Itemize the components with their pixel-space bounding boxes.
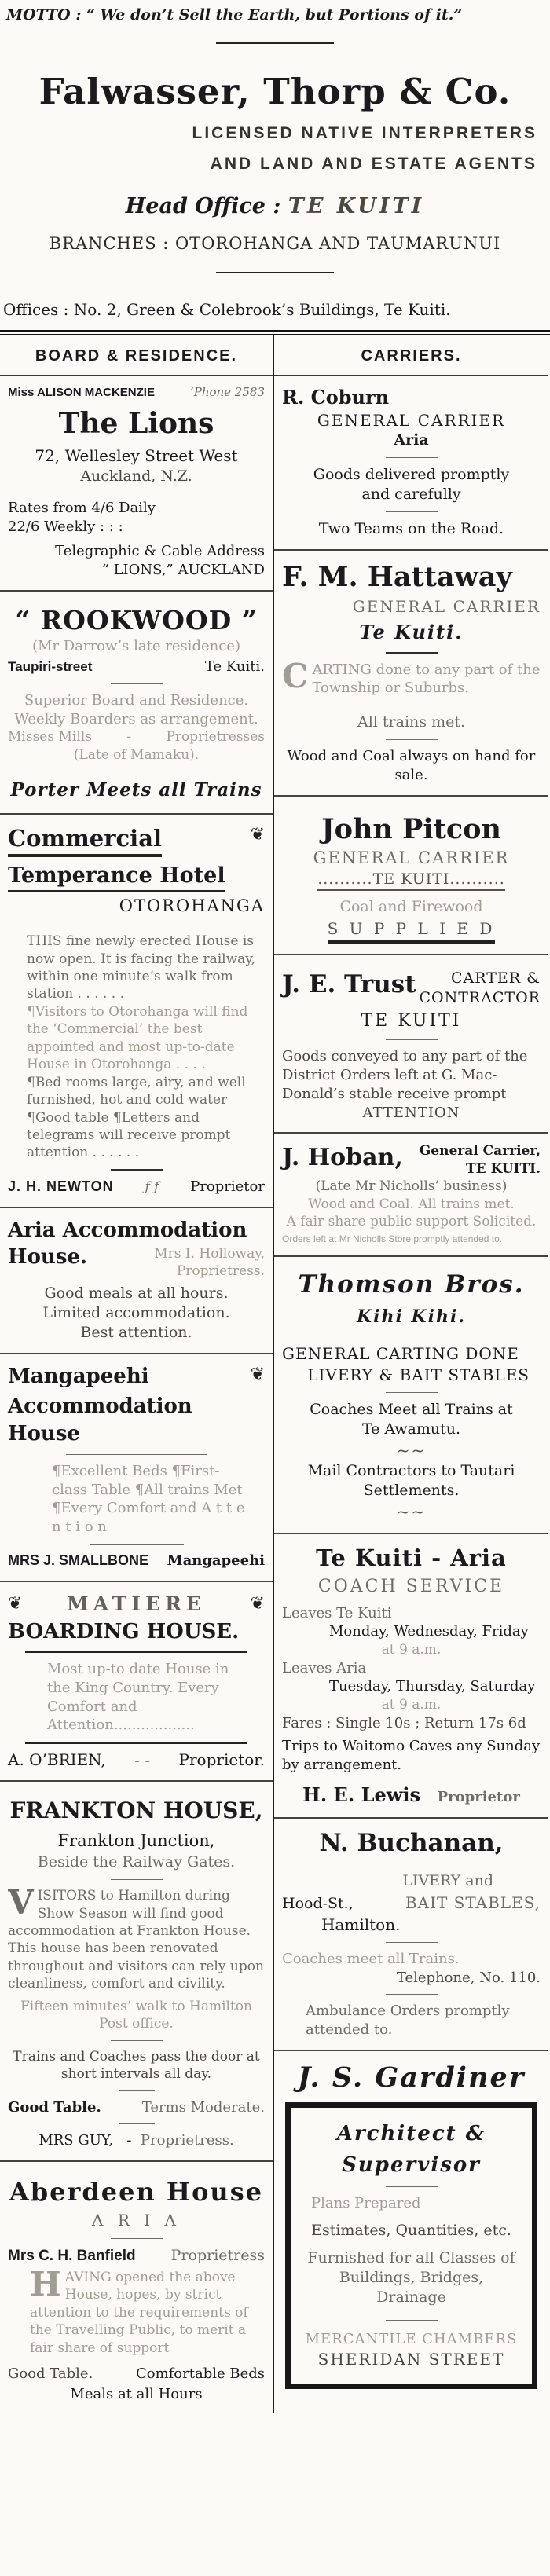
street: Hood-St., (282, 1895, 354, 1913)
proprietor-title: Proprietress. (176, 1263, 265, 1280)
head-office-value: TE KUITI (288, 194, 425, 218)
proprietor-name: A. O’BRIEN, (8, 1750, 106, 1770)
schedule-days: Monday, Wednesday, Friday (329, 1623, 529, 1640)
column-header-carriers: CARRIERS. (274, 335, 548, 376)
offices-address: Offices : No. 2, Green & Colebrook’s Buildings, Te Kuiti. (3, 300, 451, 319)
divider (386, 2320, 438, 2321)
body-line: Coaches meet all Trains. (282, 1950, 460, 1967)
divider (111, 683, 163, 684)
body-line: Good meals at all hours. (44, 1284, 229, 1302)
town: Hamilton. (321, 1915, 401, 1934)
proprietor-title: Proprietor (437, 1788, 520, 1805)
town: Te Kuiti. (204, 658, 265, 676)
proprietor-name: Misses Mills (8, 729, 92, 746)
proprietor-name: J. H. NEWTON (8, 1178, 114, 1194)
proprietor-title: Proprietor (190, 1178, 265, 1195)
divider (386, 2186, 438, 2187)
street: Taupiri-street (8, 659, 93, 675)
proprietor-name: Miss ALISON MACKENZIE (8, 386, 155, 399)
ad-title-line1: Mangapeehi (8, 1365, 149, 1389)
cable-address: Telegraphic & Cable Address (55, 543, 265, 560)
floral-ornament-icon: ❦ (250, 1593, 265, 1614)
role: GENERAL CARRIER (313, 848, 510, 867)
ad-matiere-boarding-house (0, 1582, 273, 1783)
body-line: (Late of Mamaku). (73, 746, 200, 763)
proprietor-title: Proprietresses (166, 729, 265, 746)
tagline-line1: LICENSED NATIVE INTERPRETERS (192, 124, 537, 142)
ad-columns (0, 335, 550, 2413)
subtitle: Beside the Railway Gates. (37, 1853, 236, 1871)
feature-line: Meals at all Hours (70, 2385, 203, 2402)
divider (386, 1039, 438, 1040)
ad-r-coburn (274, 376, 548, 551)
body-line: Wood and Coal. All trains met. (308, 1196, 515, 1212)
address-line: SHERIDAN STREET (317, 2349, 505, 2369)
divider (386, 511, 438, 512)
phone-number: ’Phone 2583 (189, 385, 265, 399)
schedule-label: Leaves Aria (282, 1659, 367, 1676)
service-line: Estimates, Quantities, etc. (311, 2221, 512, 2239)
proprietor-place: Mangapeehi (167, 1552, 265, 1569)
body-line: Goods delivered promptly and carefully (313, 466, 510, 504)
role: GENERAL CARRIER (317, 410, 506, 430)
divider (111, 1169, 163, 1171)
role: General Carrier, (419, 1143, 541, 1160)
ad-title: The Lions (58, 406, 214, 440)
body-line: Orders left at Mr Nicholls Store promptly attended to. (282, 1233, 503, 1244)
separator: - (126, 729, 132, 746)
ad-title: Te Kuiti - Aria (316, 1545, 507, 1572)
proprietor-name: H. E. Lewis (302, 1783, 420, 1806)
ad-title: Thomson Bros. (298, 1270, 525, 1299)
body-line: Ambulance Orders promptly attended to. (306, 2003, 510, 2039)
ad-title-line2: Accommodation House (8, 1394, 192, 1446)
service-line: Furnished for all Classes of Buildings, Bridges, Drainage (307, 2248, 515, 2306)
body-line: Coaches Meet all Trains at Te Awamutu. (310, 1401, 513, 1438)
role: GENERAL CARRIER (352, 596, 541, 616)
body-line: Limited accommodation. (42, 1303, 230, 1321)
body-line: S U P P L I E D (328, 918, 496, 944)
divider (90, 1544, 184, 1545)
phone-number: Telephone, No. 110. (396, 1969, 541, 1986)
ad-title: FRANKTON HOUSE, (9, 1797, 263, 1824)
address-line: Auckland, N.Z. (80, 467, 192, 485)
ad-title: J. S. Gardiner (297, 2061, 526, 2094)
floral-ornament-icon: ❦ (8, 1593, 23, 1614)
ad-title: N. Buchanan, (319, 1829, 504, 1858)
fares-line: Fares : Single 10s ; Return 17s 6d (282, 1714, 526, 1731)
cable-address: “ LIONS,” AUCKLAND (101, 562, 265, 579)
floral-ornament-icon: ❦ (250, 824, 265, 845)
dropcap: H (30, 2265, 61, 2303)
role-line1: CARTER & (450, 969, 541, 988)
ad-title-line2: Temperance Hotel (8, 862, 226, 893)
divider (386, 457, 438, 458)
ad-j-hoban (274, 1134, 548, 1257)
body-paragraph: THIS fine newly erected House is now open. It is facing the railway, within one minute’s walk from station . . . . . . (27, 933, 256, 1002)
place: TE KUITI. (466, 1160, 541, 1177)
place: A R I A (92, 2211, 181, 2230)
proprietor-title: Proprietor. (178, 1750, 265, 1770)
divider (216, 272, 334, 273)
branches: BRANCHES : OTOROHANGA AND TAUMARUNUI (49, 234, 501, 253)
motto: MOTTO : “ We don’t Sell the Earth, but Portions of it.” (6, 6, 463, 24)
proprietor-name: MRS J. SMALLBONE (8, 1552, 149, 1568)
role-line2: BAIT STABLES, (405, 1893, 541, 1913)
divider (111, 2238, 163, 2239)
divider (25, 1742, 248, 1744)
squiggle-divider: ~~ (396, 1502, 427, 1522)
body-paragraph: ARTING done to any part of the Township or Suburbs. (312, 661, 541, 697)
floral-ornament-icon: ❦ (250, 1365, 265, 1385)
column-header-board: BOARD & RESIDENCE. (0, 335, 273, 376)
proprietor-title: Proprietress (170, 2246, 265, 2264)
place: ..........TE KUITI.......... (317, 870, 505, 891)
body-line: Mail Contractors to Tautari Settlements. (307, 1462, 515, 1500)
address-line: 72, Wellesley Street West (35, 446, 238, 466)
ad-aria-accommodation-house (0, 1208, 273, 1354)
separator: - - (134, 1750, 151, 1770)
ad-title: F. M. Hattaway (282, 561, 512, 594)
body-line: All trains met. (358, 713, 465, 731)
ad-frankton-house (0, 1782, 273, 2162)
body-paragraph: Trains and Coaches pass the door at short intervals all day. (13, 2048, 260, 2083)
divider (119, 2123, 155, 2124)
divider (111, 2040, 163, 2041)
role-line1: LIVERY and (402, 1872, 493, 1890)
ad-f-m-hattaway (274, 551, 548, 796)
rates-line: Rates from 4/6 Daily (8, 499, 156, 516)
company-name: Falwasser, Thorp & Co. (38, 71, 512, 112)
body-paragraph: ¶Excellent Beds ¶First-class Table ¶All trains Met ¶Every Comfort and A t t e n t i o n (52, 1462, 245, 1536)
role: COACH SERVICE (317, 1576, 505, 1596)
body-paragraph: ISITORS to Hamilton during Show Season will find good accommodation at Frankton House. This house has been renovated throughout and visitors can rely upon cleanliness, comfort and civility. (8, 1888, 264, 1992)
ad-title-line1: MATIERE (67, 1592, 206, 1615)
ad-thomson-bros (274, 1257, 548, 1534)
ad-the-lions (0, 376, 273, 592)
column-board-residence (0, 335, 274, 2413)
ad-rookwood (0, 592, 273, 815)
role-line1: Architect & (336, 2122, 486, 2146)
proprietor-name: Mrs I. Holloway, (154, 1245, 265, 1262)
town: OTOROHANGA (119, 896, 265, 916)
ad-title-line2: BOARDING HOUSE. (8, 1619, 240, 1643)
ad-title: Aberdeen House (9, 2177, 264, 2208)
divider (111, 1879, 163, 1880)
body-line: Superior Board and Residence. (24, 691, 249, 709)
ad-te-kuiti-aria-coach-service (274, 1534, 548, 1819)
schedule-label: Leaves Te Kuiti (282, 1604, 392, 1621)
dropcap: V (8, 1887, 34, 1922)
divider (386, 739, 438, 740)
porter-line: Porter Meets all Trains (10, 779, 262, 801)
divider (386, 652, 438, 654)
ad-border-box (285, 2102, 537, 2389)
tagline-line2: AND LAND AND ESTATE AGENTS (210, 155, 537, 173)
ad-n-buchanan (274, 1819, 548, 2050)
body-line: Wood and Coal always on hand for sale. (287, 748, 536, 783)
schedule-days: Tuesday, Thursday, Saturday (329, 1678, 536, 1695)
divider (0, 330, 550, 335)
place: Aria (394, 431, 429, 449)
squiggle-divider: ~~ (396, 1441, 427, 1460)
head-office-label: Head Office : (125, 194, 281, 218)
ad-title-line2: House. (8, 1244, 88, 1269)
ad-j-e-trust (274, 955, 548, 1134)
ad-title-line1: Aria Accommodation (8, 1218, 248, 1242)
body-line: Coal and Firewood (339, 897, 483, 915)
feature-line: Good Table. (8, 2365, 94, 2382)
ad-title-line1: Commercial (8, 823, 162, 857)
ad-john-pitcon (274, 797, 548, 955)
feature-line: Comfortable Beds (135, 2365, 265, 2382)
divider (386, 1942, 438, 1943)
column-carriers (274, 335, 548, 2413)
body-paragraph: ¶Bed rooms large, airy, and well furnished, hot and cold water ¶Good table ¶Letters and telegrams will receive prompt attention . . . . . . (27, 1074, 246, 1161)
divider (119, 2090, 155, 2091)
ad-title: J. E. Trust (282, 970, 416, 999)
proprietor-title: Proprietress. (140, 2132, 234, 2149)
role-line2: Supervisor (342, 2153, 481, 2178)
divider (66, 1454, 207, 1455)
body-line: (Late Mr Nicholls’ business) (315, 1178, 508, 1195)
divider (386, 1994, 438, 1995)
terms-line: Terms Moderate. (141, 2098, 265, 2116)
ad-commercial-temperance-hotel (0, 815, 273, 1208)
schedule-time: at 9 a.m. (381, 1642, 442, 1658)
body-paragraph: Most up-to date House in the King Country. Every Comfort and Attention.................. (47, 1661, 229, 1734)
place: Te Kuiti. (359, 620, 464, 643)
divider (386, 1392, 438, 1393)
ad-title: “ ROOKWOOD ” (15, 604, 258, 636)
place: TE KUITI (361, 1011, 462, 1031)
ad-title: R. Coburn (282, 386, 390, 409)
service-line: Plans Prepared (311, 2194, 421, 2211)
body-line: Weekly Boarders as arrangement. (14, 710, 258, 727)
feature-line: Good Table. (8, 2098, 101, 2116)
divider (216, 42, 334, 44)
place: Kihi Kihi. (357, 1306, 466, 1328)
body-line: A fair share public support Solicited. (286, 1214, 537, 1230)
subtitle: (Mr Darrow’s late residence) (32, 638, 240, 655)
body-line: LIVERY & BAIT STABLES (307, 1365, 530, 1384)
dropcap: C (282, 660, 309, 695)
ad-j-s-gardiner (274, 2051, 548, 2399)
divider (25, 1651, 248, 1653)
body-paragraph: ¶Visitors to Otorohanga will find the ‘Commercial’ the best appointed and most up-to-date House in Otorohanga . . . . (27, 1003, 248, 1073)
body-line: Two Teams on the Road. (318, 520, 504, 538)
ad-title: John Pitcon (321, 812, 501, 845)
ad-title: J. Hoban, (282, 1144, 403, 1172)
body-paragraph: AVING opened the above House, hopes, by strict attention to the requirements of the Travelling Public, to merit a fair share of support (30, 2269, 248, 2356)
body-line: Best attention. (80, 1323, 192, 1341)
ad-aberdeen-house (0, 2162, 273, 2413)
trips-line: Trips to Waitomo Caves any Sunday by arrangement. (282, 1738, 541, 1774)
rates-line: 22/6 Weekly : : : (8, 518, 123, 535)
body-line: GENERAL CARTING DONE (282, 1344, 519, 1364)
proprietor-name: Mrs C. H. Banfield (8, 2247, 136, 2264)
schedule-time: at 9 a.m. (381, 1697, 442, 1713)
proprietor-name: MRS GUY, (38, 2132, 114, 2149)
body-paragraph: Fifteen minutes’ walk to Hamilton Post office. (20, 1998, 252, 2032)
body-paragraph: Goods conveyed to any part of the District Orders left at G. Mac-Donald’s stable receive prompt (282, 1048, 528, 1102)
attention-line: ATTENTION (362, 1104, 460, 1121)
role-line2: CONTRACTOR (419, 989, 541, 1007)
ad-mangapeehi-accommodation-house (0, 1354, 273, 1582)
head-office (0, 194, 550, 218)
subtitle: Frankton Junction, (57, 1831, 215, 1851)
flourish-glyphs: ƒ ƒ (145, 1178, 160, 1195)
address-line: MERCANTILE CHAMBERS (305, 2330, 518, 2347)
separator: - (126, 2132, 132, 2149)
